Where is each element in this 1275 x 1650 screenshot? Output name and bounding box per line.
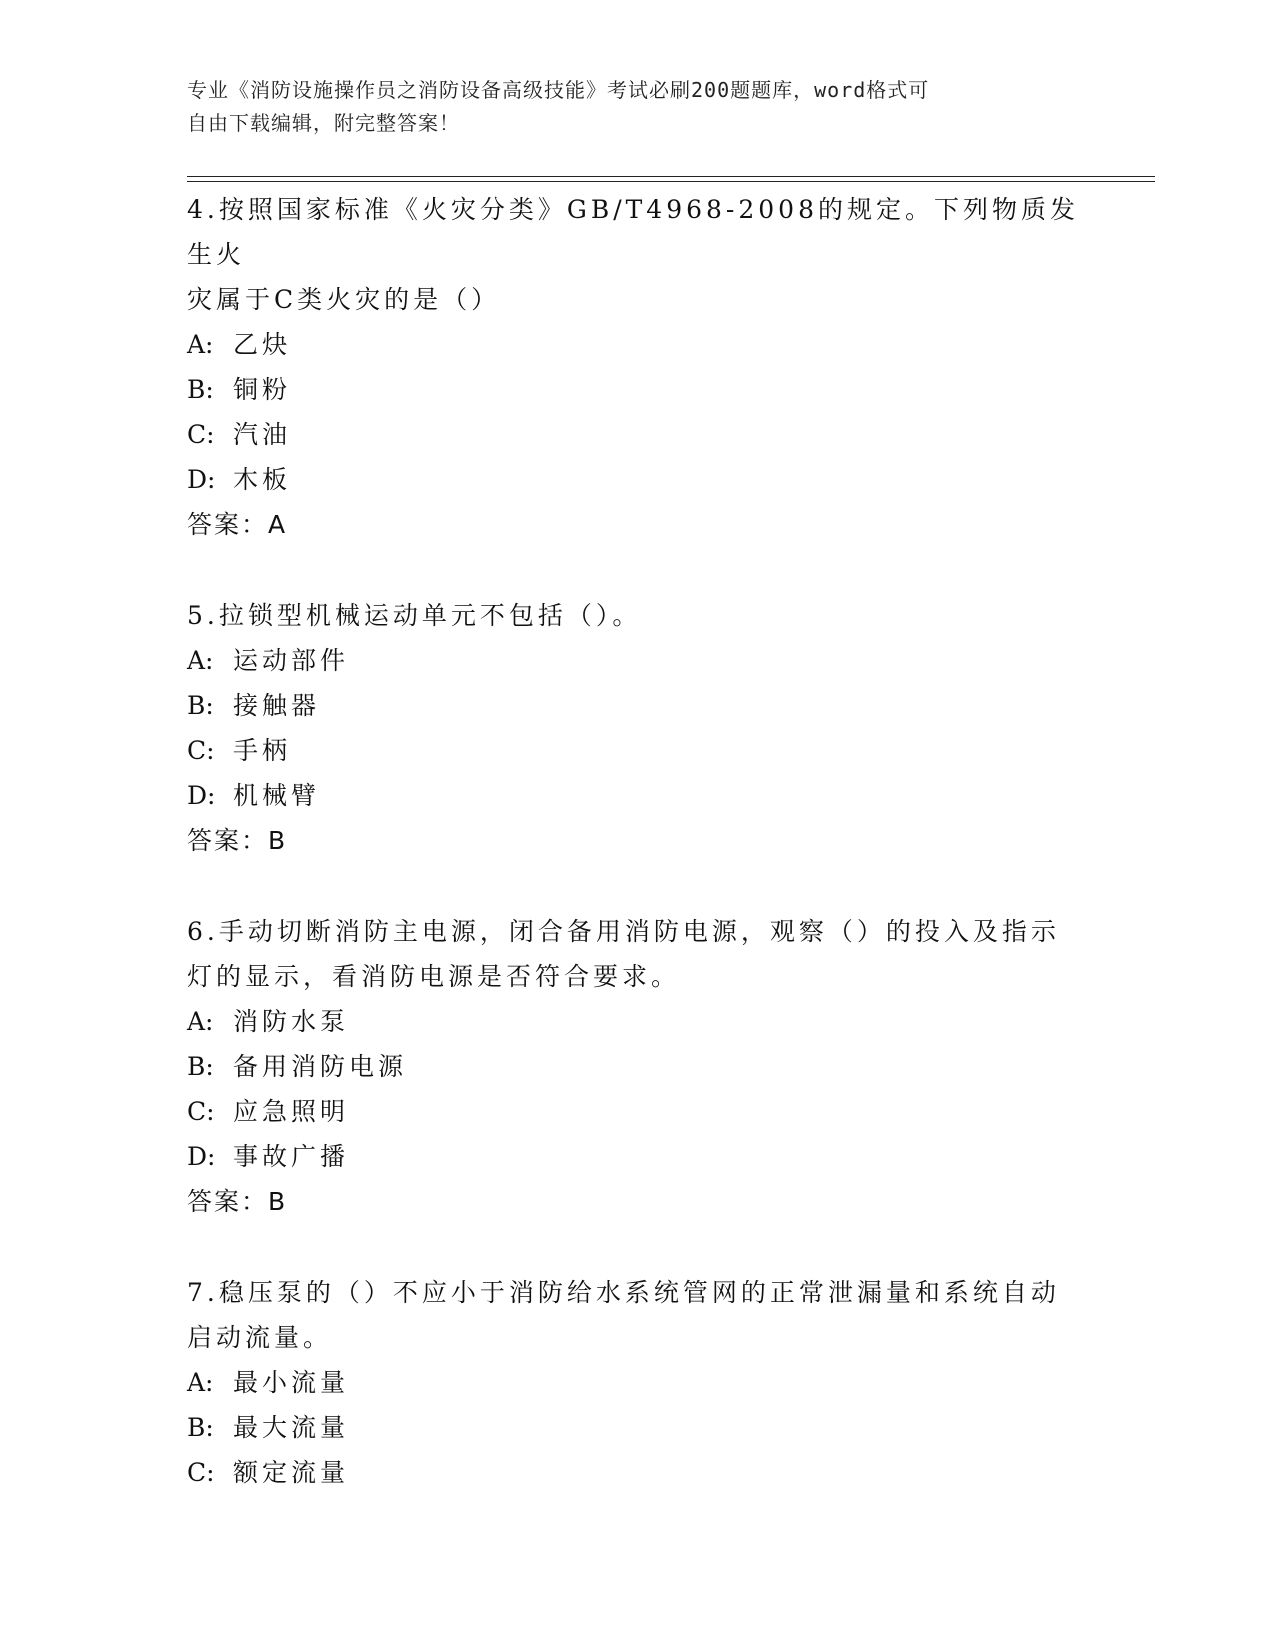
option-d: [187, 773, 1087, 818]
option-d: [187, 457, 1087, 502]
option-text: 接触器: [233, 691, 321, 720]
option-a: [187, 999, 1087, 1044]
option-text: 备用消防电源: [233, 1052, 408, 1081]
option-letter: C:: [187, 1458, 215, 1487]
question-list: [187, 187, 1087, 1541]
option-letter: A:: [187, 330, 214, 359]
option-text: 手柄: [233, 736, 292, 765]
option-letter: C:: [187, 420, 215, 449]
question-text-line: 6.手动切断消防主电源，闭合备用消防电源，观察（）的投入及指示: [187, 917, 1060, 946]
option-a: [187, 322, 1087, 367]
option-letter: B:: [187, 691, 214, 720]
question-text-line: 灾属于C类火灾的是（）: [187, 285, 501, 314]
option-d: [187, 1134, 1087, 1179]
option-c: [187, 1450, 1087, 1495]
question-7: [187, 1270, 1087, 1495]
option-letter: A:: [187, 646, 214, 675]
option-text: 机械臂: [233, 781, 321, 810]
option-text: 额定流量: [233, 1458, 350, 1487]
option-text: 运动部件: [233, 646, 350, 675]
option-letter: A:: [187, 1007, 214, 1036]
header-line-2: 自由下载编辑，附完整答案！: [187, 111, 460, 135]
question-6: [187, 909, 1087, 1224]
option-text: 铜粉: [233, 375, 292, 404]
question-4: [187, 187, 1087, 547]
header-divider-top: [187, 176, 1155, 177]
option-letter: C:: [187, 1097, 215, 1126]
option-text: 木板: [233, 465, 292, 494]
option-letter: A:: [187, 1368, 214, 1397]
option-letter: D:: [187, 465, 216, 494]
option-c: [187, 412, 1087, 457]
option-b: [187, 367, 1087, 412]
answer: 答案：B: [187, 826, 288, 855]
option-text: 消防水泵: [233, 1007, 350, 1036]
answer: 答案：A: [187, 510, 288, 539]
option-c: [187, 1089, 1087, 1134]
question-text: [187, 909, 1087, 999]
option-text: 汽油: [233, 420, 292, 449]
option-text: 最小流量: [233, 1368, 350, 1397]
option-letter: C:: [187, 736, 215, 765]
question-text: [187, 187, 1087, 322]
option-text: 乙炔: [233, 330, 292, 359]
question-text-line: 4.按照国家标准《火灾分类》GB/T4968-2008的规定。下列物质发生火: [187, 195, 1079, 269]
question-5: [187, 593, 1087, 863]
question-text: [187, 1270, 1087, 1360]
option-letter: B:: [187, 1413, 214, 1442]
question-text-line: 5.拉锁型机械运动单元不包括（）。: [187, 601, 642, 630]
option-text: 事故广播: [233, 1142, 350, 1171]
option-b: [187, 1405, 1087, 1450]
option-a: [187, 638, 1087, 683]
option-b: [187, 683, 1087, 728]
option-letter: D:: [187, 781, 216, 810]
question-text: [187, 593, 1087, 638]
option-b: [187, 1044, 1087, 1089]
question-text-line: 7.稳压泵的（）不应小于消防给水系统管网的正常泄漏量和系统自动: [187, 1278, 1060, 1307]
option-letter: B:: [187, 1052, 214, 1081]
document-header: [187, 74, 1067, 140]
option-letter: D:: [187, 1142, 216, 1171]
option-text: 应急照明: [233, 1097, 350, 1126]
question-text-line: 灯的显示，看消防电源是否符合要求。: [187, 962, 681, 991]
answer: 答案：B: [187, 1187, 288, 1216]
option-c: [187, 728, 1087, 773]
question-text-line: 启动流量。: [187, 1323, 333, 1352]
header-line-1: 专业《消防设施操作员之消防设备高级技能》考试必刷200题题库，word格式可: [187, 78, 930, 102]
option-a: [187, 1360, 1087, 1405]
option-text: 最大流量: [233, 1413, 350, 1442]
option-letter: B:: [187, 375, 214, 404]
header-divider-bottom: [187, 181, 1155, 182]
